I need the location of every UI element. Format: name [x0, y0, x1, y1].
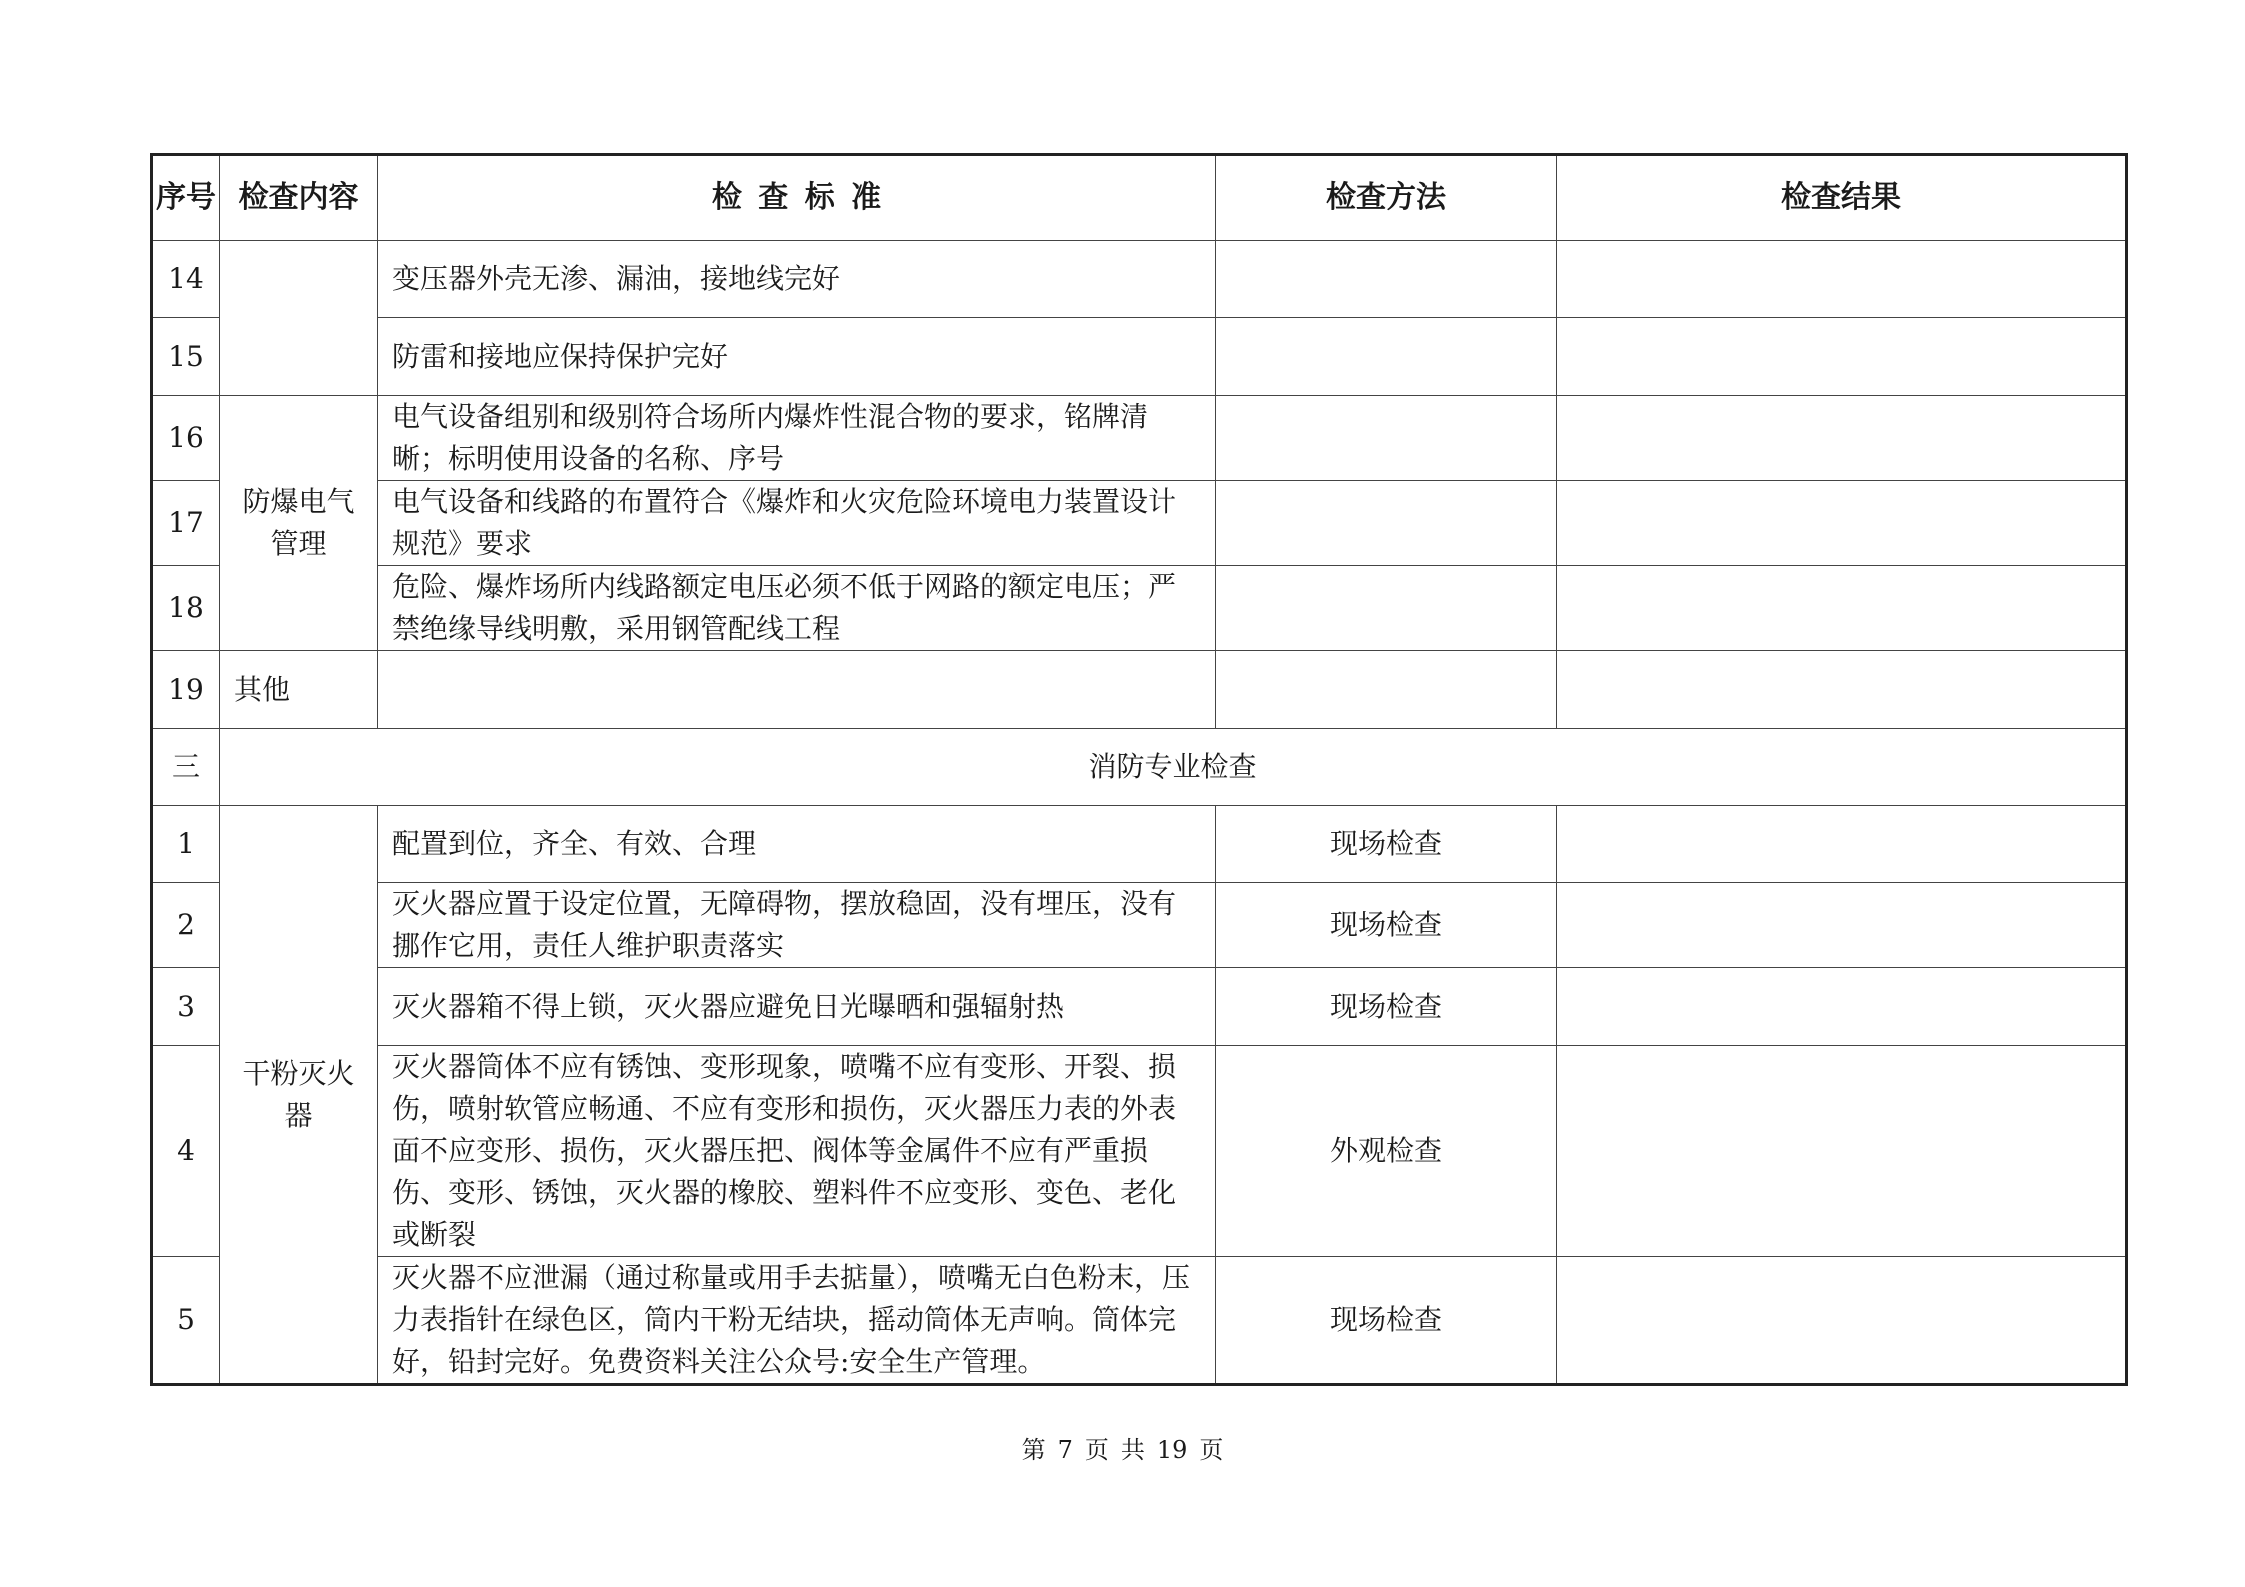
category-cell-empty — [220, 241, 378, 396]
header-content: 检查内容 — [220, 155, 378, 241]
method-cell: 现场检查 — [1216, 883, 1557, 968]
standard-cell: 灭火器应置于设定位置，无障碍物，摆放稳固，没有埋压，没有挪作它用，责任人维护职责落实 — [378, 883, 1216, 968]
standard-cell — [378, 651, 1216, 729]
standard-cell: 危险、爆炸场所内线路额定电压必须不低于网路的额定电压；严禁绝缘导线明敷，采用钢管配线工程 — [378, 566, 1216, 651]
row-number: 19 — [152, 651, 220, 729]
table-row — [152, 806, 2127, 883]
method-cell — [1216, 651, 1557, 729]
header-standard: 检 查 标 准 — [378, 155, 1216, 241]
method-cell: 现场检查 — [1216, 1257, 1557, 1385]
page-footer — [0, 1430, 2245, 1465]
result-cell — [1557, 318, 2127, 396]
section-row — [152, 729, 2127, 806]
result-cell — [1557, 566, 2127, 651]
section-number: 三 — [152, 729, 220, 806]
header-result: 检查结果 — [1557, 155, 2127, 241]
footer-total-word: 共 — [1120, 1436, 1145, 1464]
table-row — [152, 1257, 2127, 1385]
footer-total-pages: 19 — [1156, 1436, 1188, 1464]
row-number: 16 — [152, 396, 220, 481]
result-cell — [1557, 1046, 2127, 1257]
row-number: 2 — [152, 883, 220, 968]
footer-prefix: 第 — [1021, 1436, 1046, 1464]
method-cell: 现场检查 — [1216, 968, 1557, 1046]
method-cell — [1216, 566, 1557, 651]
row-number: 18 — [152, 566, 220, 651]
table-row — [152, 241, 2127, 318]
result-cell — [1557, 883, 2127, 968]
table-row — [152, 651, 2127, 729]
standard-cell: 防雷和接地应保持保护完好 — [378, 318, 1216, 396]
row-number: 4 — [152, 1046, 220, 1257]
table-row — [152, 318, 2127, 396]
method-cell — [1216, 318, 1557, 396]
footer-suffix: 页 — [1199, 1436, 1224, 1464]
standard-cell: 灭火器筒体不应有锈蚀、变形现象，喷嘴不应有变形、开裂、损伤，喷射软管应畅通、不应有变形和损伤，灭火器压力表的外表面不应变形、损伤，灭火器压把、阀体等金属件不应有严重损伤、变形、锈蚀，灭火器的橡胶、塑料件不应变形、变色、老化或断裂 — [378, 1046, 1216, 1257]
inspection-table — [150, 153, 2128, 1386]
table-row — [152, 968, 2127, 1046]
standard-cell: 电气设备组别和级别符合场所内爆炸性混合物的要求，铭牌清晰；标明使用设备的名称、序号 — [378, 396, 1216, 481]
result-cell — [1557, 651, 2127, 729]
header-row — [152, 155, 2127, 241]
method-cell — [1216, 481, 1557, 566]
row-number: 5 — [152, 1257, 220, 1385]
method-cell: 外观检查 — [1216, 1046, 1557, 1257]
result-cell — [1557, 396, 2127, 481]
header-no: 序号 — [152, 155, 220, 241]
footer-page-number: 7 — [1057, 1436, 1073, 1464]
result-cell — [1557, 968, 2127, 1046]
standard-cell: 配置到位，齐全、有效、合理 — [378, 806, 1216, 883]
row-number: 15 — [152, 318, 220, 396]
row-number: 14 — [152, 241, 220, 318]
result-cell — [1557, 1257, 2127, 1385]
table-row — [152, 396, 2127, 481]
result-cell — [1557, 806, 2127, 883]
table-row — [152, 883, 2127, 968]
category-other: 其他 — [220, 651, 378, 729]
table-row — [152, 1046, 2127, 1257]
row-number: 1 — [152, 806, 220, 883]
standard-cell: 电气设备和线路的布置符合《爆炸和火灾危险环境电力装置设计规范》要求 — [378, 481, 1216, 566]
category-dry-powder-extinguisher: 干粉灭火器 — [220, 806, 378, 1385]
standard-cell: 变压器外壳无渗、漏油，接地线完好 — [378, 241, 1216, 318]
category-explosion-proof: 防爆电气管理 — [220, 396, 378, 651]
table-row — [152, 481, 2127, 566]
method-cell: 现场检查 — [1216, 806, 1557, 883]
footer-page-word: 页 — [1084, 1436, 1109, 1464]
result-cell — [1557, 481, 2127, 566]
result-cell — [1557, 241, 2127, 318]
row-number: 3 — [152, 968, 220, 1046]
section-title: 消防专业检查 — [220, 729, 2127, 806]
method-cell — [1216, 241, 1557, 318]
header-method: 检查方法 — [1216, 155, 1557, 241]
method-cell — [1216, 396, 1557, 481]
standard-cell: 灭火器不应泄漏（通过称量或用手去掂量），喷嘴无白色粉末，压力表指针在绿色区，筒内干粉无结块，摇动筒体无声响。筒体完好，铅封完好。免费资料关注公众号:安全生产管理。 — [378, 1257, 1216, 1385]
standard-cell: 灭火器箱不得上锁，灭火器应避免日光曝晒和强辐射热 — [378, 968, 1216, 1046]
row-number: 17 — [152, 481, 220, 566]
table-row — [152, 566, 2127, 651]
